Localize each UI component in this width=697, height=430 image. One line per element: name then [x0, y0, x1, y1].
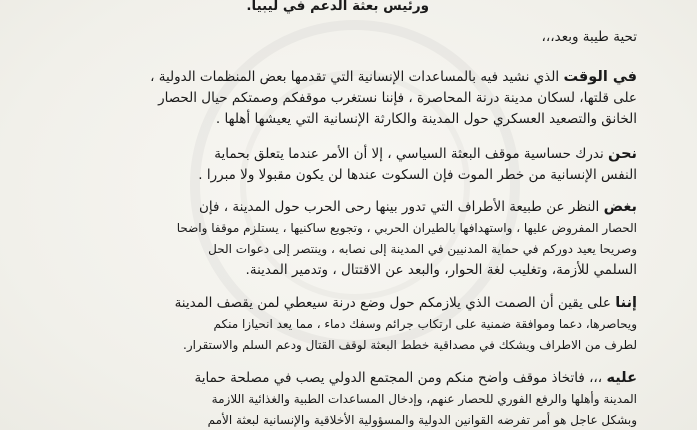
addressee-line: ورئيس بعثة الدعم في ليبيا. — [246, 0, 429, 14]
paragraph-3-line-3: وصريحا يعيد دوركم في حماية المدنيين في المدينة إلى نصابه ، وينتصر إلى دعوات الحل — [208, 242, 637, 256]
paragraph-5-lead: عليه — [606, 370, 637, 386]
paragraph-3-line-1-text: النظر عن طبيعة الأطراف التي تدور بينها رحى الحرب حول المدينة ، فإن — [199, 199, 604, 215]
paragraph-4-line-1-text: على يقين أن الصمت الذي يلازمكم حول وضع درنة سيعطي لمن يقصف المدينة — [174, 295, 616, 311]
paragraph-4-line-2: ويحاصرها، دعما وموافقة ضمنية على ارتكاب جرائم وسفك دماء ، مما يعد انحيازا منكم — [213, 317, 637, 331]
paragraph-3-lead: بغض — [603, 199, 637, 215]
paragraph-3-line-2: الحصار المفروض عليها ، واستهدافها بالطيران الحربي ، وتجويع ساكنيها ، يستلزم موقفا واضحا — [176, 221, 637, 235]
greeting: تحية طيبة وبعد،،، — [541, 29, 637, 45]
paragraph-5-line-2: المدينة وأهلها والرفع الفوري للحصار عنهم، وإدخال المساعدات الطبية والغذائية اللازمة — [211, 392, 637, 406]
paragraph-1-line-3: الخانق والتصعيد العسكري حول المدينة والكارثة الإنسانية التي يعيشها أهلها . — [215, 111, 637, 127]
paragraph-3-line-1 — [199, 198, 637, 216]
paragraph-3-line-4: السلمي للأزمة، وتغليب لغة الحوار، والبعد عن الاقتتال ، وتدمير المدينة. — [245, 262, 637, 278]
paragraph-4-line-3: لطرف من الاطراف ويشكك في مصداقية خطط البعثة لوقف القتال ودعم السلم والاستقرار. — [183, 338, 637, 352]
paragraph-5-line-1-text: ،،، فاتخاذ موقف واضح منكم ومن المجتمع الدولي يصب في مصلحة حماية — [194, 370, 607, 386]
paragraph-1-line-1-text: الذي نشيد فيه بالمساعدات الإنسانية التي تقدمها بعض المنظمات الدولية ، — [150, 69, 564, 85]
paragraph-5-line-3: وبشكل عاجل هو أمر تفرضه القوانين الدولية والمسؤولية الأخلاقية والإنسانية لبعثة الأمم — [207, 413, 637, 427]
paragraph-1-line-2: على قلتها، لسكان مدينة درنة المحاصرة ، فإننا نستغرب موقفكم وصمتكم حيال الحصار — [158, 90, 637, 106]
paragraph-2-line-1-text: ندرك حساسية موقف البعثة السياسي ، إلا أن الأمر عندما يتعلق بحماية — [214, 146, 609, 162]
paragraph-1-lead: في الوقت — [563, 69, 637, 85]
paragraph-4-line-1 — [175, 294, 637, 312]
paragraph-4-lead: إننا — [615, 295, 637, 311]
paragraph-2-line-2: النفس الإنسانية من خطر الموت فإن السكوت عندها لن يكون مقبولا ولا مبررا . — [198, 167, 637, 183]
paragraph-2-line-1 — [214, 145, 637, 163]
paragraph-2-lead: نحن — [608, 146, 637, 162]
paragraph-1-line-1 — [150, 68, 637, 86]
paragraph-5-line-1 — [195, 369, 637, 387]
